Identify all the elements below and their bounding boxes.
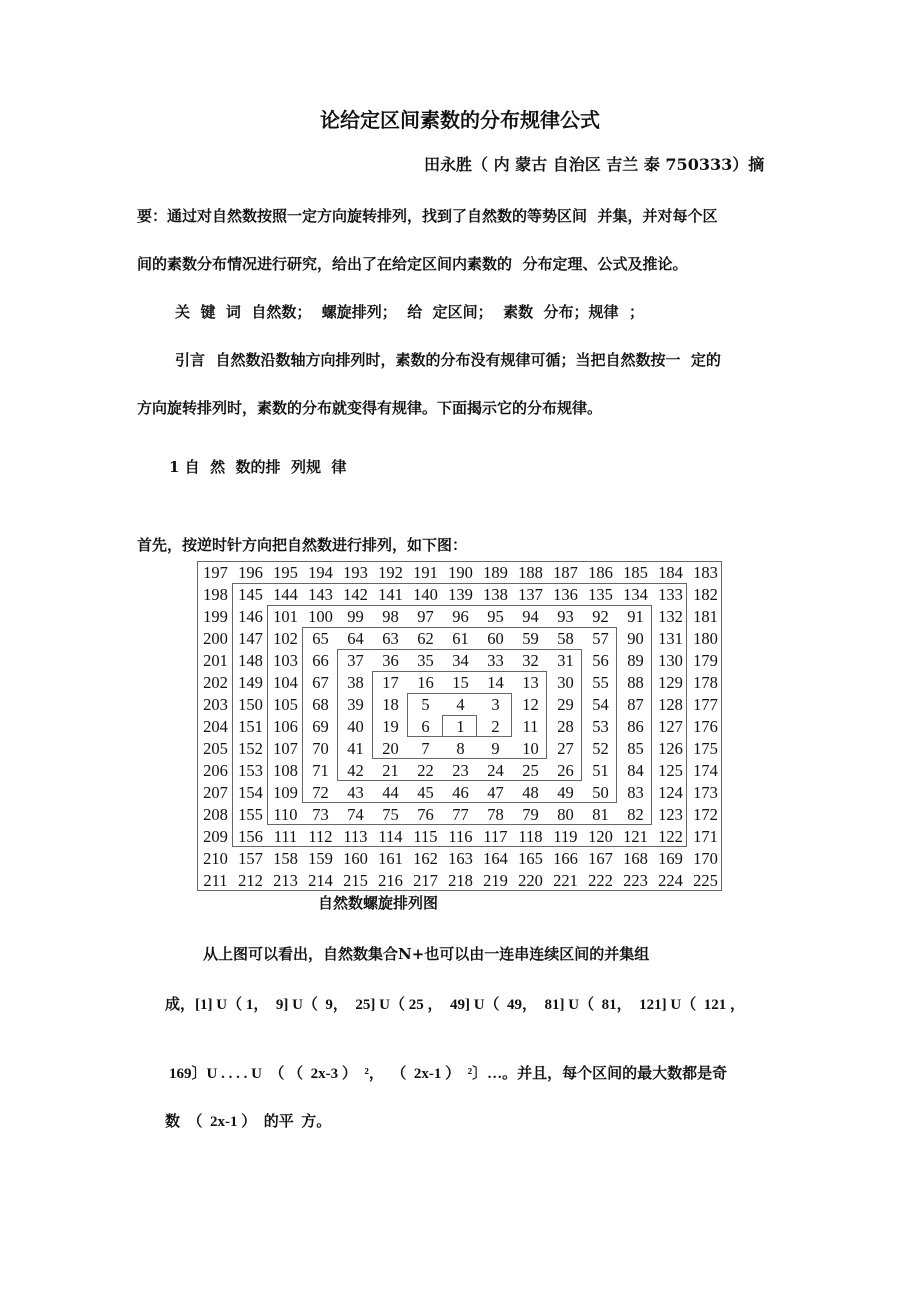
spiral-cell: 63 xyxy=(382,629,399,648)
spiral-cell: 79 xyxy=(522,805,539,824)
spiral-cell: 194 xyxy=(308,563,333,582)
spiral-cell: 110 xyxy=(273,805,298,824)
spiral-cell: 222 xyxy=(588,871,613,890)
spiral-cell: 145 xyxy=(238,585,263,604)
conclusion-line-2: 成，[1] U（ 1， 9] U（ 9， 25] U（ 25 ， 49] U（ 49， 81] U（ 81， 121] U（ 121 ， xyxy=(165,997,745,1013)
spiral-cell: 117 xyxy=(483,827,508,846)
spiral-cell: 147 xyxy=(238,629,263,648)
spiral-cell: 8 xyxy=(456,739,465,758)
spiral-cell: 182 xyxy=(693,585,718,604)
spiral-cell: 4 xyxy=(456,695,465,714)
spiral-cell: 45 xyxy=(417,783,434,802)
author-line: 田永胜（ 内 蒙古 自治区 吉兰 泰 750333）摘 xyxy=(424,155,765,174)
spiral-cell: 176 xyxy=(693,717,718,736)
spiral-cell: 225 xyxy=(693,871,718,890)
spiral-cell: 32 xyxy=(522,651,539,670)
spiral-cell: 96 xyxy=(452,607,469,626)
spiral-cell: 205 xyxy=(203,739,228,758)
spiral-cell: 143 xyxy=(308,585,333,604)
spiral-cell: 187 xyxy=(553,563,578,582)
spiral-cell: 159 xyxy=(308,849,333,868)
lead-in-text: 首先，按逆时针方向把自然数进行排列，如下图： xyxy=(137,536,468,554)
spiral-cell: 119 xyxy=(553,827,578,846)
section-heading: 1 自 然 数的排 列规 律 xyxy=(169,458,347,476)
keywords-line: 关 键 词 自然数； 螺旋排列； 给 定区间； 素数 分布；规律 ； xyxy=(175,303,645,321)
conclusion-line-3: 169〕U . . . . U （ （ 2x-3 ） ²， （ 2x-1 ） ²〕…。并且，每个区间的最大数都是奇 xyxy=(169,1066,728,1082)
spiral-cell: 160 xyxy=(343,849,368,868)
spiral-cell: 128 xyxy=(658,695,683,714)
spiral-cell: 87 xyxy=(627,695,644,714)
spiral-cell: 140 xyxy=(413,585,438,604)
spiral-cell: 50 xyxy=(592,783,609,802)
spiral-cell: 139 xyxy=(448,585,473,604)
spiral-cell: 190 xyxy=(448,563,473,582)
spiral-cell: 24 xyxy=(487,761,504,780)
spiral-cell: 38 xyxy=(347,673,364,692)
spiral-cell: 213 xyxy=(273,871,298,890)
spiral-cell: 33 xyxy=(487,651,504,670)
spiral-cell: 111 xyxy=(273,827,298,846)
spiral-cell: 60 xyxy=(487,629,504,648)
spiral-cell: 224 xyxy=(658,871,683,890)
spiral-cell: 103 xyxy=(273,651,298,670)
spiral-cell: 56 xyxy=(592,651,609,670)
spiral-cell: 18 xyxy=(382,695,399,714)
spiral-cell: 11 xyxy=(522,717,539,736)
spiral-cell: 44 xyxy=(382,783,399,802)
spiral-cell: 90 xyxy=(627,629,644,648)
spiral-cell: 95 xyxy=(487,607,504,626)
conclusion-line-1: 从上图可以看出，自然数集合N+也可以由一连串连续区间的并集组 xyxy=(203,945,650,963)
spiral-cell: 202 xyxy=(203,673,228,692)
spiral-cell: 179 xyxy=(693,651,718,670)
spiral-cell: 14 xyxy=(487,673,504,692)
spiral-cell: 34 xyxy=(452,651,469,670)
spiral-cell: 30 xyxy=(557,673,574,692)
spiral-cell: 166 xyxy=(553,849,578,868)
spiral-cell: 201 xyxy=(203,651,228,670)
spiral-cell: 52 xyxy=(592,739,609,758)
spiral-cell: 165 xyxy=(518,849,543,868)
conclusion-line-4: 数 （ 2x-1 ） 的平 方。 xyxy=(165,1114,332,1130)
spiral-cell: 49 xyxy=(557,783,574,802)
spiral-cell: 71 xyxy=(312,761,329,780)
spiral-cell: 20 xyxy=(382,739,399,758)
spiral-cell: 36 xyxy=(382,651,399,670)
spiral-cell: 204 xyxy=(203,717,228,736)
spiral-cell: 23 xyxy=(452,761,469,780)
spiral-cell: 162 xyxy=(413,849,438,868)
spiral-cell: 2 xyxy=(491,717,500,736)
intro-line-2: 方向旋转排列时，素数的分布就变得有规律。下面揭示它的分布规律。 xyxy=(137,399,603,417)
spiral-cell: 57 xyxy=(592,629,609,648)
spiral-cell: 130 xyxy=(658,651,683,670)
spiral-cell: 180 xyxy=(693,629,718,648)
spiral-cell: 129 xyxy=(658,673,683,692)
spiral-cell: 104 xyxy=(273,673,298,692)
spiral-cell: 118 xyxy=(518,827,543,846)
spiral-cell: 221 xyxy=(553,871,578,890)
spiral-cell: 105 xyxy=(273,695,298,714)
spiral-cell: 120 xyxy=(588,827,613,846)
spiral-cell: 86 xyxy=(627,717,644,736)
spiral-grid xyxy=(197,561,722,891)
spiral-cell: 37 xyxy=(347,651,364,670)
spiral-cell: 94 xyxy=(522,607,539,626)
spiral-cell: 138 xyxy=(483,585,508,604)
spiral-cell: 170 xyxy=(693,849,718,868)
page-title: 论给定区间素数的分布规律公式 xyxy=(320,108,600,132)
spiral-cell: 219 xyxy=(483,871,508,890)
spiral-cell: 68 xyxy=(312,695,329,714)
spiral-cell: 106 xyxy=(273,717,298,736)
spiral-cell: 39 xyxy=(347,695,364,714)
spiral-cell: 185 xyxy=(623,563,648,582)
spiral-cell: 183 xyxy=(693,563,718,582)
spiral-cell: 168 xyxy=(623,849,648,868)
spiral-cell: 163 xyxy=(448,849,473,868)
spiral-cell: 112 xyxy=(308,827,333,846)
spiral-cell: 196 xyxy=(238,563,263,582)
spiral-cell: 19 xyxy=(382,717,399,736)
spiral-cell: 172 xyxy=(693,805,718,824)
spiral-cell: 149 xyxy=(238,673,263,692)
spiral-cell: 51 xyxy=(592,761,609,780)
spiral-cell: 92 xyxy=(592,607,609,626)
spiral-cell: 43 xyxy=(347,783,364,802)
spiral-cell: 62 xyxy=(417,629,434,648)
spiral-cell: 198 xyxy=(203,585,228,604)
spiral-cell: 9 xyxy=(491,739,500,758)
spiral-cell: 154 xyxy=(238,783,263,802)
spiral-cell: 171 xyxy=(693,827,718,846)
spiral-cell: 17 xyxy=(382,673,399,692)
spiral-cell: 173 xyxy=(693,783,718,802)
spiral-cell: 35 xyxy=(417,651,434,670)
spiral-cell: 99 xyxy=(347,607,364,626)
spiral-cell: 116 xyxy=(448,827,473,846)
spiral-cell: 91 xyxy=(627,607,644,626)
spiral-cell: 77 xyxy=(452,805,469,824)
spiral-cell: 59 xyxy=(522,629,539,648)
spiral-cell: 73 xyxy=(312,805,329,824)
spiral-cell: 58 xyxy=(557,629,574,648)
spiral-cell: 108 xyxy=(273,761,298,780)
spiral-cell: 220 xyxy=(518,871,543,890)
spiral-cell: 98 xyxy=(382,607,399,626)
spiral-cell: 167 xyxy=(588,849,613,868)
spiral-cell: 113 xyxy=(343,827,368,846)
spiral-cell: 175 xyxy=(693,739,718,758)
spiral-cell: 184 xyxy=(658,563,683,582)
spiral-cell: 69 xyxy=(312,717,329,736)
spiral-cell: 67 xyxy=(312,673,329,692)
spiral-cell: 72 xyxy=(312,783,329,802)
spiral-cell: 152 xyxy=(238,739,263,758)
spiral-cell: 70 xyxy=(312,739,329,758)
spiral-cell: 223 xyxy=(623,871,648,890)
spiral-cell: 135 xyxy=(588,585,613,604)
spiral-cell: 114 xyxy=(378,827,403,846)
spiral-cell: 66 xyxy=(312,651,329,670)
spiral-cell: 81 xyxy=(592,805,609,824)
spiral-cell: 27 xyxy=(557,739,574,758)
spiral-cell: 97 xyxy=(417,607,434,626)
spiral-cell: 25 xyxy=(522,761,539,780)
spiral-cell: 15 xyxy=(452,673,469,692)
spiral-cell: 136 xyxy=(553,585,578,604)
spiral-cell: 208 xyxy=(203,805,228,824)
spiral-cell: 22 xyxy=(417,761,434,780)
spiral-cell: 29 xyxy=(557,695,574,714)
spiral-cell: 134 xyxy=(623,585,648,604)
spiral-cell: 215 xyxy=(343,871,368,890)
spiral-cell: 195 xyxy=(273,563,298,582)
spiral-cell: 132 xyxy=(658,607,683,626)
spiral-cell: 126 xyxy=(658,739,683,758)
spiral-cell: 217 xyxy=(413,871,438,890)
spiral-cell: 199 xyxy=(203,607,228,626)
spiral-figure xyxy=(197,561,722,891)
spiral-cell: 121 xyxy=(623,827,648,846)
spiral-cell: 153 xyxy=(238,761,263,780)
spiral-cell: 74 xyxy=(347,805,364,824)
spiral-cell: 109 xyxy=(273,783,298,802)
spiral-cell: 206 xyxy=(203,761,228,780)
spiral-cell: 156 xyxy=(238,827,263,846)
spiral-cell: 54 xyxy=(592,695,609,714)
spiral-cell: 48 xyxy=(522,783,539,802)
spiral-cell: 93 xyxy=(557,607,574,626)
spiral-cell: 181 xyxy=(693,607,718,626)
spiral-cell: 127 xyxy=(658,717,683,736)
spiral-cell: 107 xyxy=(273,739,298,758)
spiral-cell: 21 xyxy=(382,761,399,780)
intro-line-1: 引言 自然数沿数轴方向排列时，素数的分布没有规律可循；当把自然数按一 定的 xyxy=(175,351,721,369)
spiral-cell: 131 xyxy=(658,629,683,648)
spiral-cell: 197 xyxy=(203,563,228,582)
spiral-cell: 115 xyxy=(413,827,438,846)
spiral-cell: 218 xyxy=(448,871,473,890)
spiral-caption: 自然数螺旋排列图 xyxy=(318,894,439,912)
spiral-cell: 6 xyxy=(421,717,430,736)
spiral-cell: 76 xyxy=(417,805,434,824)
spiral-cell: 42 xyxy=(347,761,364,780)
spiral-cell: 84 xyxy=(627,761,644,780)
spiral-cell: 146 xyxy=(238,607,263,626)
spiral-cell: 123 xyxy=(658,805,683,824)
spiral-cell: 211 xyxy=(203,871,228,890)
spiral-cell: 188 xyxy=(518,563,543,582)
abstract-line-2: 间的素数分布情况进行研究，给出了在给定区间内素数的 分布定理、公式及推论。 xyxy=(137,255,688,273)
spiral-cell: 10 xyxy=(522,739,539,758)
spiral-cell: 16 xyxy=(417,673,434,692)
spiral-cell: 61 xyxy=(452,629,469,648)
spiral-cell: 125 xyxy=(658,761,683,780)
spiral-cell: 133 xyxy=(658,585,683,604)
spiral-cell: 28 xyxy=(557,717,574,736)
spiral-cell: 178 xyxy=(693,673,718,692)
spiral-cell: 207 xyxy=(203,783,228,802)
spiral-cell: 40 xyxy=(347,717,364,736)
spiral-cell: 100 xyxy=(308,607,333,626)
spiral-cell: 55 xyxy=(592,673,609,692)
spiral-cell: 148 xyxy=(238,651,263,670)
spiral-cell: 124 xyxy=(658,783,683,802)
spiral-cell: 200 xyxy=(203,629,228,648)
spiral-cell: 155 xyxy=(238,805,263,824)
spiral-cell: 83 xyxy=(627,783,644,802)
spiral-cell: 5 xyxy=(421,695,430,714)
spiral-cell: 203 xyxy=(203,695,228,714)
spiral-cell: 102 xyxy=(273,629,298,648)
spiral-cell: 177 xyxy=(693,695,718,714)
spiral-cell: 158 xyxy=(273,849,298,868)
spiral-cell: 157 xyxy=(238,849,263,868)
spiral-cell: 144 xyxy=(273,585,298,604)
abstract-line-1: 要：通过对自然数按照一定方向旋转排列，找到了自然数的等势区间 并集，并对每个区 xyxy=(137,207,718,225)
spiral-cell: 46 xyxy=(452,783,469,802)
spiral-cell: 101 xyxy=(273,607,298,626)
spiral-cell: 75 xyxy=(382,805,399,824)
spiral-cell: 150 xyxy=(238,695,263,714)
spiral-cell: 186 xyxy=(588,563,613,582)
spiral-cell: 192 xyxy=(378,563,403,582)
spiral-cell: 53 xyxy=(592,717,609,736)
spiral-cell: 64 xyxy=(347,629,364,648)
spiral-cell: 193 xyxy=(343,563,368,582)
spiral-cell: 88 xyxy=(627,673,644,692)
spiral-cell: 210 xyxy=(203,849,228,868)
spiral-cell: 122 xyxy=(658,827,683,846)
spiral-cell: 209 xyxy=(203,827,228,846)
spiral-cell: 142 xyxy=(343,585,368,604)
spiral-cell: 12 xyxy=(522,695,539,714)
spiral-cell: 3 xyxy=(491,695,500,714)
spiral-cell: 141 xyxy=(378,585,403,604)
spiral-cell: 151 xyxy=(238,717,263,736)
spiral-cell: 216 xyxy=(378,871,403,890)
spiral-cell: 41 xyxy=(347,739,364,758)
spiral-cell: 82 xyxy=(627,805,644,824)
spiral-cell: 85 xyxy=(627,739,644,758)
spiral-cell: 1 xyxy=(456,717,465,736)
spiral-cell: 65 xyxy=(312,629,329,648)
spiral-cell: 47 xyxy=(487,783,504,802)
spiral-cell: 191 xyxy=(413,563,438,582)
spiral-cell: 26 xyxy=(557,761,574,780)
spiral-cell: 164 xyxy=(483,849,508,868)
spiral-cell: 214 xyxy=(308,871,333,890)
spiral-cell: 137 xyxy=(518,585,543,604)
spiral-cell: 169 xyxy=(658,849,683,868)
spiral-cell: 80 xyxy=(557,805,574,824)
spiral-cell: 212 xyxy=(238,871,263,890)
spiral-cell: 7 xyxy=(421,739,430,758)
spiral-cell: 189 xyxy=(483,563,508,582)
spiral-cell: 78 xyxy=(487,805,504,824)
spiral-cell: 161 xyxy=(378,849,403,868)
spiral-cell: 31 xyxy=(557,651,574,670)
spiral-cell: 174 xyxy=(693,761,718,780)
spiral-cell: 89 xyxy=(627,651,644,670)
spiral-cell: 13 xyxy=(522,673,539,692)
